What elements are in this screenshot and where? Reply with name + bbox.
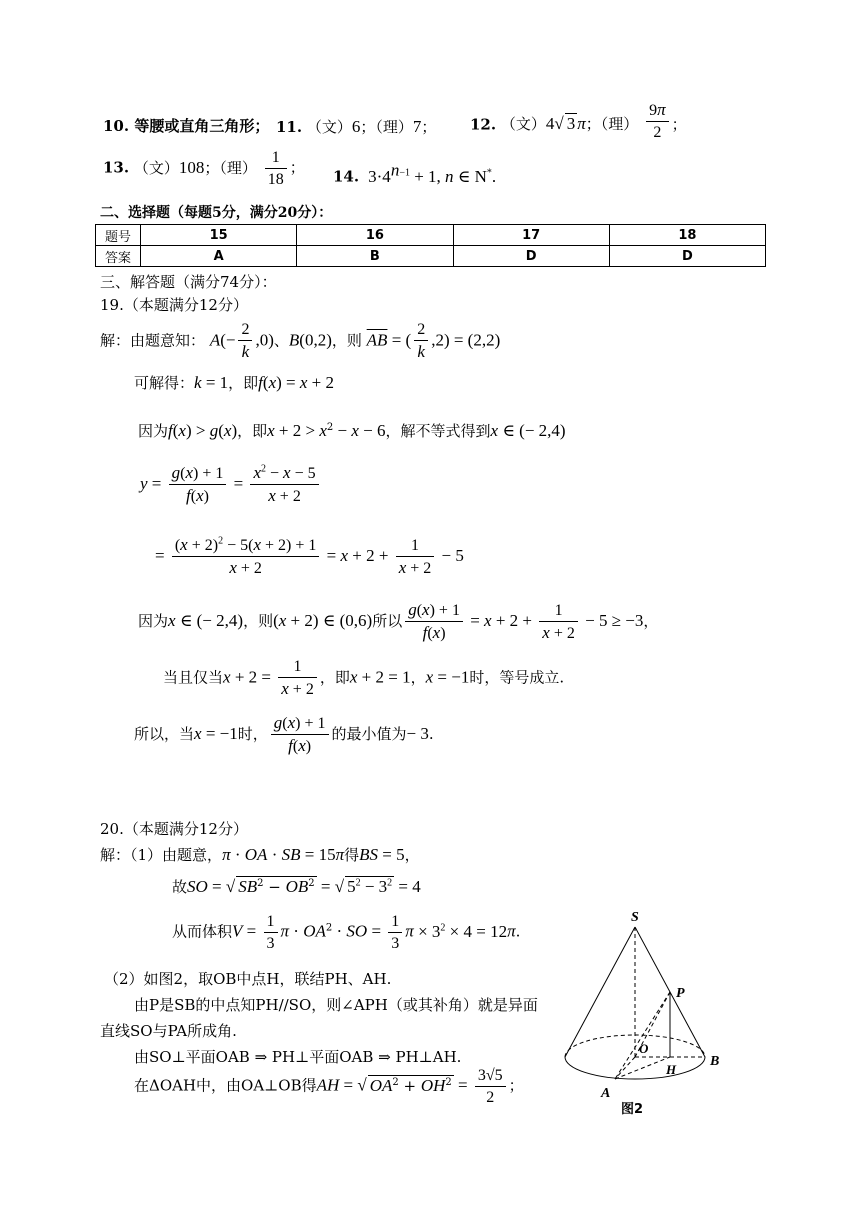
p19-line4: y = $\frac{g(x) + 1}{f(x)}$ = $\frac{x^2 - x - 5}{x + 2}$ xyxy=(140,463,322,507)
answer-cell: A xyxy=(141,246,297,267)
answer-q12: 12. （文）4√ 3 π；（理） $\frac{9\pi}{2}$ ； xyxy=(470,100,687,142)
p20-part2-line5: 在ΔOAH中，由OA⊥OB得AH = √ $OA^2 + OH^2$ = $\frac{3√5}{2}$ ； xyxy=(134,1067,524,1107)
answer-cell: D xyxy=(609,246,765,267)
question-number: 15 xyxy=(141,225,297,246)
answer-cell: B xyxy=(297,246,453,267)
figure-caption: 图2 xyxy=(621,1102,644,1117)
answer-q14: 14. $3\cdot 4^{n-1} + 1$, n ∈ N*. xyxy=(333,160,497,186)
p20-part2-line3: 直线SO与PA所成角. xyxy=(100,1022,237,1040)
p19-line2: 可解得：k = 1，即f(x) = x + 2 xyxy=(134,373,335,392)
label-P: P xyxy=(676,986,685,1001)
p20-part2-line4: 由SO⊥平面OAB ⇒ PH⊥平面OAB ⇒ PH⊥AH. xyxy=(134,1048,462,1066)
label-B: B xyxy=(710,1054,720,1069)
table-row xyxy=(96,225,766,246)
p19-line3: 因为f(x) > g(x)，即$x + 2 > x^2 - x - 6$，解不等式得到x ∈ (− 2,4) xyxy=(138,421,566,440)
section2-title: 二、选择题（每题5分，满分20分）： xyxy=(100,205,333,221)
answer-q10: 10. 等腰或直角三角形； xyxy=(103,117,270,135)
p19-line1: 解：由题意知： A(− $\frac{2}{k}$ ,0)、B(0,2)，则 $\overline{AB}$ = ( $\frac{2}{k}$ ,2) = (2,2) xyxy=(100,321,501,362)
problem20-title: 20.（本题满分12分） xyxy=(100,820,248,838)
answer-cell: D xyxy=(453,246,609,267)
answer-q13: 13. （文）108；（理） $\frac{1}{18}$ ； xyxy=(103,149,305,189)
p20-part2-line2: 由P是SB的中点知PH//SO，则∠APH（或其补角）就是异面 xyxy=(134,996,538,1014)
p20-line2: 故SO = √ $SB^2 - OB^2$ = √ $5^2 - 3^2 = 4$ xyxy=(172,877,421,896)
answer-q11: 11. （文）6；（理）7； xyxy=(276,117,437,136)
cone-figure xyxy=(555,905,740,1120)
header-label: 题号 xyxy=(96,225,141,246)
p19-line8: 所以，当x = −1时， $\frac{g(x) + 1}{f(x)}$ 的最小值为− 3. xyxy=(134,713,434,756)
label-A: A xyxy=(601,1086,611,1101)
choice-answer-table xyxy=(95,224,766,267)
p20-line1: 解：（1）由题意，π · OA · SB = 15π得BS = 5， xyxy=(100,845,420,864)
p20-part2-line1: （2）如图2，取OB中点H，联结PH、AH. xyxy=(104,970,392,988)
label-H: H xyxy=(666,1062,677,1077)
section3-title: 三、解答题（满分74分）： xyxy=(100,273,277,291)
table-row xyxy=(96,246,766,267)
question-number: 18 xyxy=(609,225,765,246)
p20-line3: 从而体积V = $\frac{1}{3}$ $\pi \cdot OA^2$ · SO = $\frac{1}{3}$ $\pi \times 3^2 \times 4 = 12\pi$. xyxy=(172,913,521,953)
problem19-title: 19.（本题满分12分） xyxy=(100,296,248,314)
label-S: S xyxy=(631,910,639,925)
p19-line7: 当且仅当x + 2 = $\frac{1}{x + 2}$ ，即x + 2 = 1，x = −1时，等号成立. xyxy=(163,658,565,699)
question-number: 17 xyxy=(453,225,609,246)
label-O: O xyxy=(639,1041,649,1056)
answer-label: 答案 xyxy=(96,246,141,267)
p19-line5: = $\frac{(x + 2)^2 - 5(x + 2) + 1}{x + 2}$ = x + 2 + $\frac{1}{x + 2}$ − 5 xyxy=(155,535,464,578)
question-number: 16 xyxy=(297,225,453,246)
p19-line6: 因为x ∈ (− 2,4)，则(x + 2) ∈ (0,6)所以 $\frac{g(x) + 1}{f(x)}$ = x + 2 + $\frac{1}{x + 2}$ − 5 ≥ −3， xyxy=(138,600,659,643)
